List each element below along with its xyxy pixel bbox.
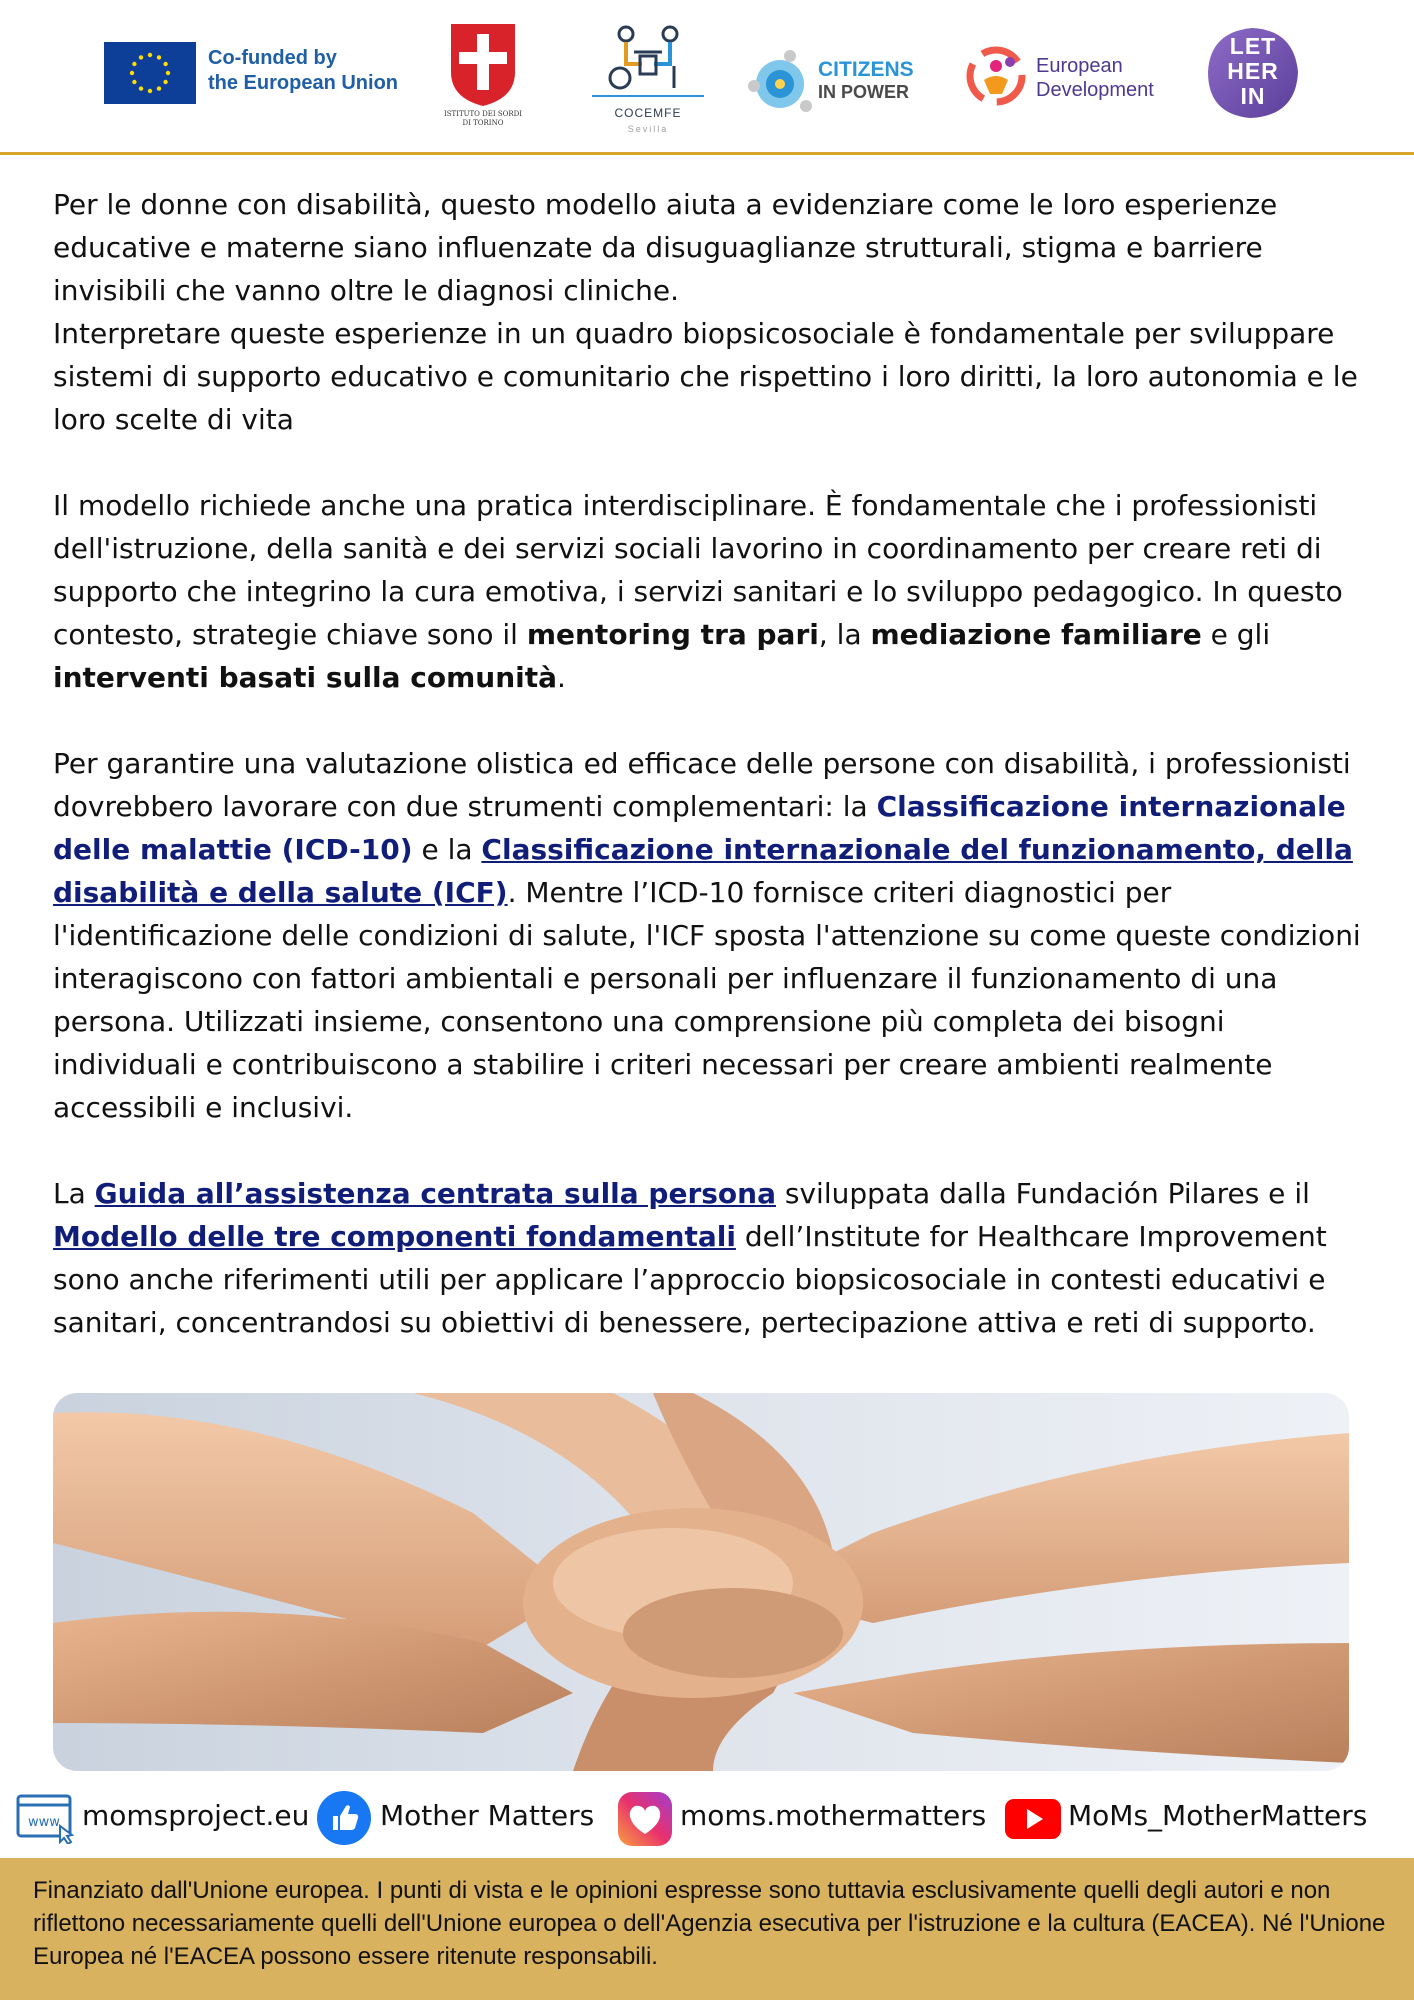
p3-bold-interventi: interventi basati sulla comunità (53, 661, 558, 694)
p5-text-a: La (53, 1177, 95, 1210)
eu-flag-icon (104, 42, 196, 104)
eudev-text (1036, 54, 1154, 102)
paragraph-2: Interpretare queste esperienze in un quadro biopsicosociale è fondamentale per sviluppare sistemi di supporto educativo e comunitario che rispettino i loro diritti, la loro autonomia e le loro scelte di vita (53, 317, 1358, 436)
p3-text-c: , la (818, 618, 871, 651)
icf-link[interactable]: Classificazione internazionale del funzionamento, della disabilità e della salute (ICF) (53, 833, 1353, 909)
youtube-link[interactable]: MoMs_MotherMatters (1068, 1799, 1368, 1832)
instagram-icon[interactable] (616, 1790, 674, 1852)
facebook-link[interactable]: Mother Matters (380, 1799, 595, 1832)
social-links-bar (0, 1790, 1414, 1842)
citizens-line-1: CITIZENS (818, 58, 914, 81)
www-icon[interactable] (16, 1792, 76, 1848)
p3-text-e: . (557, 661, 566, 694)
cocemfe-subtitle: Sevilla (627, 124, 669, 134)
eu-line-2: the European Union (208, 72, 398, 94)
letherin-line-3: IN (1240, 83, 1266, 109)
citizens-in-power-logo (744, 44, 924, 120)
torino-line-1: ISTITUTO DEI SORDI (443, 110, 523, 118)
stacked-hands-photo (53, 1393, 1349, 1771)
instagram-link[interactable]: moms.mothermatters (680, 1799, 987, 1832)
paragraph-3 (53, 484, 1373, 699)
letherin-line-1: LET (1229, 33, 1277, 59)
p3-bold-mentoring: mentoring tra pari (526, 618, 819, 651)
torino-logo (438, 20, 528, 135)
letherin-line-2: HER (1227, 58, 1279, 84)
logo-header (0, 0, 1414, 155)
p4-text-b: e la (412, 833, 482, 866)
cocemfe-logo (590, 22, 706, 140)
european-development-logo (964, 44, 1184, 120)
torino-shield-icon (438, 20, 528, 110)
footer-disclaimer-band (0, 1858, 1414, 2000)
p4-text-c: . Mentre l’ICD-10 fornisce criteri diagnostici per l'identificazione delle condizioni di salute, l'ICF sposta l'attenzione su come queste condizioni interagiscono con fattori ambientali e personali per influenzare il funzionamento di una persona. Utilizzati insieme, consentono una comprensione più completa dei bisogni individuali e contribuiscono a stabilire i criteri necessari per creare ambienti realmente accessibili e inclusivi. (53, 876, 1361, 1124)
youtube-icon[interactable] (1004, 1798, 1062, 1844)
paragraph-5 (53, 1172, 1373, 1344)
icd10-link[interactable]: Classificazione internazionale delle malattie (ICD-10) (53, 790, 1346, 866)
torino-line-2: DI TORINO (462, 119, 504, 127)
p3-text-a: Il modello richiede anche una pratica interdisciplinare. È fondamentale che i professionisti dell'istruzione, della sanità e dei servizi sociali lavorino in coordinamento per creare reti di supporto che integrino la cura emotiva, i servizi sanitari e lo sviluppo pedagogico. In questo contesto, strategie chiave sono il (53, 489, 1343, 651)
p5-text-b: sviluppata dalla Fundación Pilares e il (775, 1177, 1310, 1210)
website-link[interactable]: momsproject.eu (82, 1799, 310, 1832)
eu-cofunded-text (208, 46, 398, 96)
eudev-line-1: European (1036, 55, 1123, 77)
p4-text-a: Per garantire una valutazione olistica ed efficace delle persone con disabilità, i professionisti dovrebbero lavorare con due strumenti complementari: la (53, 747, 1351, 823)
cocemfe-icon (590, 22, 706, 102)
eudev-icon (964, 44, 1028, 108)
paragraph-1: Per le donne con disabilità, questo modello aiuta a evidenziare come le loro esperienze educative e materne siano influenzate da disuguaglianze strutturali, stigma e barriere invisibili che vanno oltre le diagnosi cliniche. (53, 188, 1278, 307)
www-glyph: www (28, 1815, 60, 1830)
guida-assistenza-link[interactable]: Guida all’assistenza centrata sulla persona (94, 1177, 776, 1210)
cocemfe-name: COCEMFE (614, 106, 682, 120)
letherin-text (1204, 34, 1302, 109)
paragraph-4 (53, 742, 1373, 1129)
citizens-icon (744, 44, 816, 120)
p3-text-d: e gli (1201, 618, 1271, 651)
p3-bold-mediazione: mediazione familiare (870, 618, 1202, 651)
citizens-line-2: IN POWER (818, 82, 910, 102)
torino-caption (438, 110, 528, 128)
facebook-like-icon[interactable] (316, 1790, 372, 1850)
modello-tre-componenti-link[interactable]: Modello delle tre componenti fondamentali (53, 1220, 736, 1253)
main-content (53, 183, 1373, 1344)
eu-line-1: Co-funded by (208, 47, 337, 69)
footer-disclaimer-text: Finanziato dall'Unione europea. I punti di vista e le opinioni espresse sono tuttavia esclusivamente quelli degli autori e non riflettono necessariamente quelli dell'Unione europea o dell'Agenzia esecutiva per l'istruzione e la cultura (EACEA). Né l'Unione Europea né l'EACEA possono essere ritenute responsabili. (33, 1877, 1386, 1970)
eudev-line-2: Development (1036, 79, 1154, 101)
let-her-in-logo (1204, 26, 1302, 120)
p5-text-c: dell’Institute for Healthcare Improvement sono anche riferimenti utili per applicare l’approccio biopsicosociale in contesti educativi e sanitari, concentrandosi su obiettivi di benessere, pertecipazione attiva e reti di supporto. (53, 1220, 1327, 1339)
